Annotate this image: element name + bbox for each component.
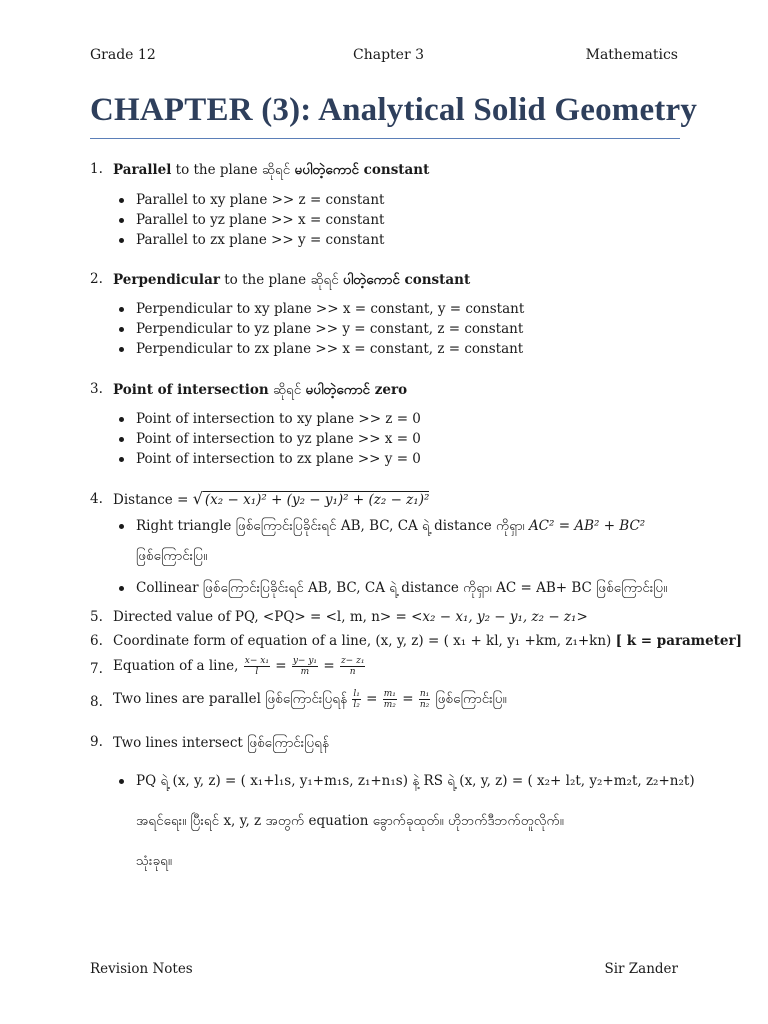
- bullet-icon: [119, 198, 124, 203]
- list-item: Parallel to yz plane >> x = constant: [136, 212, 385, 228]
- list-item: Point of intersection to xy plane >> z = 0: [136, 411, 421, 427]
- list-item: Right triangle ဖြစ်ကြောင်းပြခိုင်းရင် AB, BC, CA ရဲ့ distance ကိုရှာ၊ AC² = AB² + BC²: [136, 518, 646, 534]
- bullet-icon: [119, 327, 124, 332]
- section-1-number: 1.: [90, 161, 103, 177]
- bullet-icon: [119, 586, 124, 591]
- list-item: Parallel to zx plane >> y = constant: [136, 232, 385, 248]
- bullet-icon: [119, 524, 124, 529]
- section-3-number: 3.: [90, 381, 103, 397]
- bullet-icon: [119, 457, 124, 462]
- bullet-icon: [119, 417, 124, 422]
- list-item: Perpendicular to zx plane >> x = constant, z = constant: [136, 341, 524, 357]
- section-6-number: 6.: [90, 633, 103, 649]
- header-subject: Mathematics: [585, 47, 678, 63]
- coordinate-form: Coordinate form of equation of a line, (x, y, z) = ( x₁ + kl, y₁ +km, z₁+kn) [ k = parameter]: [113, 633, 743, 649]
- parallel-lines: Two lines are parallel ဖြစ်ကြောင်းပြရန် $\frac{\text{l₁}}{\text{l₂}}$ = $\frac{\text{m₁}}{\text{m₂}}$ = $\frac{\text{n₁}}{\text{n₂}}$ ဖြစ်ကြောင်းပြ။: [113, 689, 507, 710]
- list-item-continued: ဖြစ်ကြောင်းပြ။: [136, 548, 208, 564]
- list-item: Perpendicular to xy plane >> x = constant, y = constant: [136, 301, 525, 317]
- list-item: Point of intersection to yz plane >> x = 0: [136, 431, 421, 447]
- list-item-continued: အရင်ရေး။ ပြီးရင် x, y, z အတွက် equation ခွောက်ခုထုတ်။ ဟိုဘက်ဒီဘက်တူလိုက်။: [136, 813, 564, 829]
- list-item: Parallel to xy plane >> z = constant: [136, 192, 385, 208]
- directed-value: Directed value of PQ, <PQ> = <l, m, n> = <x₂ − x₁, y₂ − y₁, z₂ − z₁>: [113, 609, 588, 625]
- bullet-icon: [119, 437, 124, 442]
- bullet-icon: [119, 779, 124, 784]
- section-3-heading: Point of intersection ဆိုရင် မပါတဲ့ကောင် zero: [113, 382, 408, 398]
- list-item: PQ ရဲ့ (x, y, z) = ( x₁+l₁s, y₁+m₁s, z₁+n₁s) နဲ့ RS ရဲ့ (x, y, z) = ( x₂+ l₂t, y₂+m₂t, z₂+n₂t): [136, 773, 695, 789]
- section-2-heading: Perpendicular to the plane ဆိုရင် ပါတဲ့ကောင် constant: [113, 272, 471, 288]
- header-chapter: Chapter 3: [353, 47, 424, 63]
- section-7-number: 7.: [90, 661, 103, 677]
- section-5-number: 5.: [90, 609, 103, 625]
- title-underline: [90, 138, 680, 139]
- list-item: Point of intersection to zx plane >> y = 0: [136, 451, 421, 467]
- footer-author: Sir Zander: [604, 961, 678, 977]
- list-item-continued: သုံးခုရ။: [136, 853, 172, 869]
- bullet-icon: [119, 218, 124, 223]
- page-title: CHAPTER (3): Analytical Solid Geometry: [90, 92, 698, 128]
- bullet-icon: [119, 238, 124, 243]
- distance-formula: Distance = √ (x₂ − x₁)² + (y₂ − y₁)² + (z₂ − z₁)²: [113, 489, 430, 508]
- footer-revision-notes: Revision Notes: [90, 961, 193, 977]
- header-grade: Grade 12: [90, 47, 156, 63]
- section-2-number: 2.: [90, 271, 103, 287]
- list-item: Perpendicular to yz plane >> y = constant, z = constant: [136, 321, 524, 337]
- section-4-number: 4.: [90, 491, 103, 507]
- section-1-heading: Parallel to the plane ဆိုရင် မပါတဲ့ကောင် constant: [113, 162, 430, 178]
- section-9-number: 9.: [90, 734, 103, 750]
- bullet-icon: [119, 307, 124, 312]
- section-8-number: 8.: [90, 694, 103, 710]
- intersect-heading: Two lines intersect ဖြစ်ကြောင်းပြရန်: [113, 735, 329, 751]
- list-item: Collinear ဖြစ်ကြောင်းပြခိုင်းရင် AB, BC, CA ရဲ့ distance ကိုရှာ၊ AC = AB+ BC ဖြစ်ကြောင်းပြ။: [136, 580, 668, 596]
- bullet-icon: [119, 347, 124, 352]
- line-equation: Equation of a line, $\frac{\text{x− x₁}}{l}$ = $\frac{\text{y− y₁}}{m}$ = $\frac{\text{z− z₁}}{n}$: [113, 656, 365, 677]
